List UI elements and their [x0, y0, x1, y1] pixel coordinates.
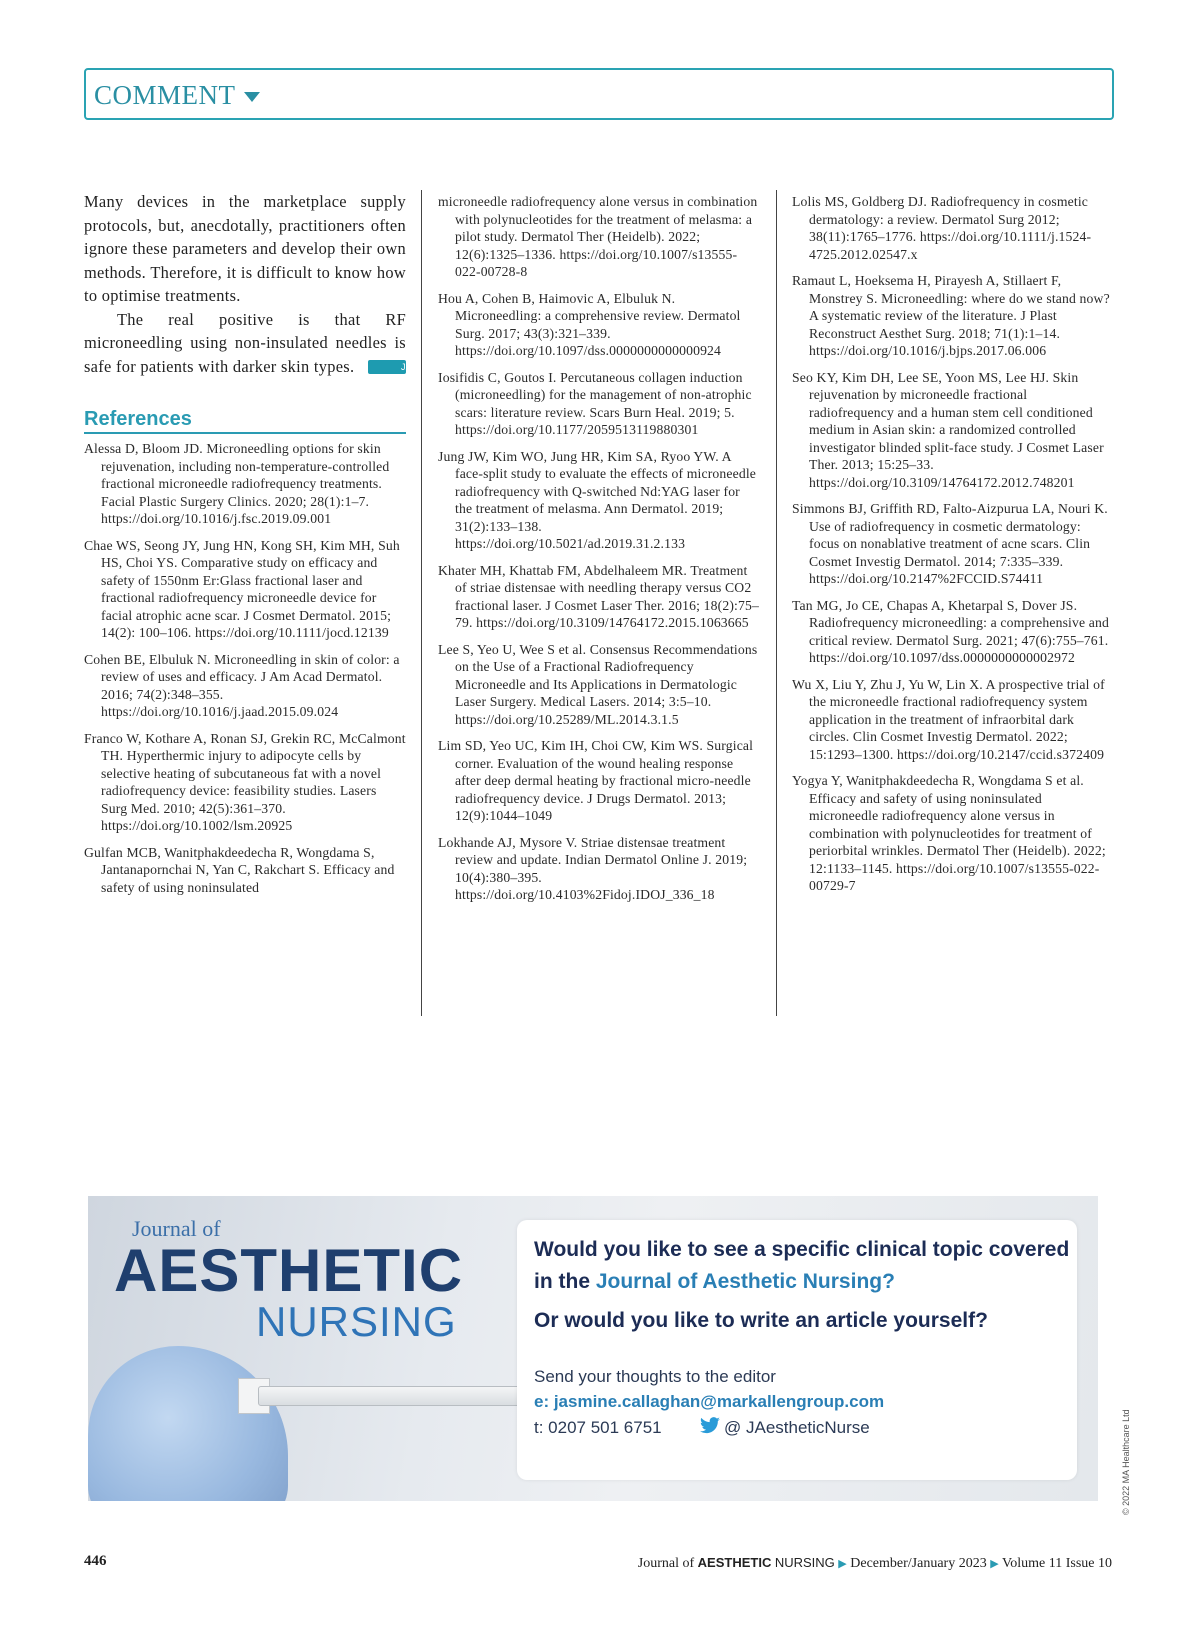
reference-item: Hou A, Cohen B, Haimovic A, Elbuluk N. Microneedling: a comprehensive review. Dermatol Surg. 2017; 43(3):321–339. https://doi.org/10.1097/dss.0000000000000924	[438, 290, 741, 358]
reference-item: Cohen BE, Elbuluk N. Microneedling in skin of color: a review of uses and efficacy. J Am Acad Dermatol. 2016; 74(2):348–355. https://doi.org/10.1016/j.jaad.2015.09.024	[84, 651, 400, 719]
reference-item: Jung JW, Kim WO, Jung HR, Kim SA, Ryoo YW. A face-split study to evaluate the effects of microneedle radiofrequency with Q-switched Nd:YAG laser for the treatment of melasma. Ann Dermatol. 2019; 31(2):133–138. https://doi.org/10.5021/ad.2019.31.2.133	[438, 448, 757, 551]
gloved-hand-image	[88, 1346, 288, 1501]
triangle-right-icon: ▶	[990, 1558, 999, 1570]
reference-item: Simmons BJ, Griffith RD, Falto-Aizpurua LA, Nouri K. Use of radiofrequency in cosmetic dermatology: focus on nonablative treatment of acne scars. Clin Cosmet Investig Dermatol. 2014; 7:335–339. https://doi.org/10.2147%2FCCID.S74411	[792, 501, 1108, 586]
references-heading: References	[84, 408, 406, 434]
column-2	[438, 193, 760, 913]
reference-item: Wu X, Liu Y, Zhu J, Yu W, Lin X. A prospective trial of the microneedle fractional radiofrequency system application in the treatment of infraorbital dark circles. Clin Cosmet Investig Dermatol. 2022; 15:1293–1300. https://doi.org/10.2147/ccid.s372409	[792, 676, 1105, 762]
reference-item: Chae WS, Seong JY, Jung HN, Kong SH, Kim MH, Suh HS, Choi YS. Comparative study on efficacy and safety of 1550nm Er:Glass fractional laser and fractional radiofrequency microneedle device for facial atrophic acne scar. J Cosmet Dermatol. 2015; 14(2): 100–106. https://doi.org/10.1111/jocd.12139	[84, 537, 400, 640]
copyright-notice: © 2022 MA Healthcare Ltd	[1121, 1409, 1131, 1515]
ad-question-2: Or would you like to write an article yourself?	[534, 1309, 988, 1332]
twitter-icon	[699, 1417, 721, 1435]
ad-twitter-handle[interactable]: @ JAestheticNurse	[724, 1418, 870, 1437]
running-footer	[638, 1555, 1112, 1572]
page-number: 446	[84, 1553, 107, 1569]
section-title	[94, 80, 260, 111]
reference-item: Yogya Y, Wanitphakdeedecha R, Wongdama S et al. Efficacy and safety of using noninsulated microneedle radiofrequency alone versus in combination with polynucleotides for treatment of periorbital wrinkles. Dermatol Ther (Heidelb). 2022; 12:1133–1145. https://doi.org/10.1007/s13555-022-00729-7	[792, 773, 1106, 893]
reference-item: Lokhande AJ, Mysore V. Striae distensae treatment review and update. Indian Dermatol Online J. 2019; 10(4):380–395. https://doi.org/10.4103%2Fidoj.IDOJ_336_18	[438, 834, 748, 902]
reference-item: Tan MG, Jo CE, Chapas A, Khetarpal S, Dover JS. Radiofrequency microneedling: a comprehensive and critical review. Dermatol Surg. 2021; 47(6):755–761. https://doi.org/10.1097/dss.0000000000002972	[792, 597, 1110, 665]
ad-phone: t: 0207 501 6751	[534, 1418, 662, 1437]
ad-question-1	[534, 1234, 1079, 1298]
ad-question-1-highlight: Journal of Aesthetic Nursing?	[595, 1270, 895, 1293]
triangle-right-icon: ▶	[838, 1558, 847, 1570]
reference-item: Khater MH, Khattab FM, Abdelhaleem MR. Treatment of striae distensae with needling therapy versus CO2 fractional laser. J Cosmet Laser Ther. 2016; 18(2):75–79. https://doi.org/10.3109/14764172.2015.1063665	[438, 562, 759, 630]
ad-send-text: Send your thoughts to the editor	[534, 1367, 776, 1386]
footer-journal-nursing: NURSING	[774, 1555, 835, 1570]
column-3	[792, 193, 1114, 904]
reference-item: Seo KY, Kim DH, Lee SE, Yoon MS, Lee HJ. Skin rejuvenation by microneedle fractional radiofrequency and a human stem cell conditioned medium in Asian skin: a randomized controlled investigator blinded split-face study. J Cosmet Laser Ther. 2013; 15:25–33. https://doi.org/10.3109/14764172.2012.748201	[792, 369, 1104, 490]
end-of-article-logo: JAN	[368, 360, 406, 374]
ad-logo-nursing: NURSING	[256, 1298, 457, 1345]
footer-journal-prefix: Journal of	[637, 1556, 695, 1571]
reference-item: Franco W, Kothare A, Ronan SJ, Grekin RC, McCalmont TH. Hyperthermic injury to adipocyte cells by selective heating of subcutaneous fat with a novel radiofrequency device: feasibility studies. Lasers Surg Med. 2010; 42(5):361–370. https://doi.org/10.1002/lsm.20925	[84, 730, 406, 833]
reference-item: Ramaut L, Hoeksema H, Pirayesh A, Stillaert F, Monstrey S. Microneedling: where do we stand now? A systematic review of the literature. J Plast Reconstruct Aesthet Surg. 2018; 71(1):1–14. https://doi.org/10.1016/j.bjps.2017.06.006	[792, 273, 1110, 358]
reference-item: Lee S, Yeo U, Wee S et al. Consensus Recommendations on the Use of a Fractional Radiofrequency Microneedle and Its Applications in Dermatologic Laser Surgery. Medical Lasers. 2014; 3:5–10. https://doi.org/10.25289/ML.2014.3.1.5	[438, 641, 758, 727]
column-1	[84, 190, 419, 905]
body-paragraph-text: The real positive is that RF microneedling using non-insulated needles is safe for patients with darker skin types.	[84, 309, 406, 376]
reference-item: Lolis MS, Goldberg DJ. Radiofrequency in cosmetic dermatology: a review. Dermatol Surg 2012; 38(11):1765–1776. https://doi.org/10.1111/j.1524-4725.2012.02547.x	[792, 194, 1092, 262]
footer-issue-date: December/January 2023	[850, 1556, 987, 1571]
body-paragraph: Many devices in the marketplace supply protocols, but, anecdotally, practitioners often ignore these parameters and develop their own methods. Therefore, it is difficult to know how to optimise treatments.	[84, 192, 406, 305]
reference-item: Alessa D, Bloom JD. Microneedling options for skin rejuvenation, including non-temperature-controlled fractional microneedle radiofrequency treatments. Facial Plastic Surgery Clinics. 2020; 28(1):1–7. https://doi.org/10.1016/j.fsc.2019.09.001	[84, 441, 390, 526]
footer-journal-aesthetic: AESTHETIC	[697, 1555, 772, 1570]
triangle-down-icon	[244, 92, 260, 102]
footer-volume: Volume 11 Issue 10	[1001, 1556, 1112, 1571]
body-paragraph	[84, 308, 419, 379]
section-title-text: COMMENT	[94, 80, 236, 110]
ad-email-link[interactable]: e: jasmine.callaghan@markallengroup.com	[534, 1392, 885, 1411]
reference-item: Iosifidis C, Goutos I. Percutaneous collagen induction (microneedling) for the management of non-atrophic scars: literature review. Scars Burn Heal. 2019; 5. https://doi.org/10.1177/2059513119880301	[438, 369, 752, 437]
column-divider	[776, 190, 777, 1016]
reference-list	[84, 440, 406, 896]
ad-logo-aesthetic: AESTHETIC	[114, 1237, 464, 1304]
ad-journal-of: Journal of	[132, 1216, 221, 1241]
ad-question-1-text: Would you like to see a specific clinical topic covered in the	[534, 1238, 1070, 1293]
reference-item: Gulfan MCB, Wanitphakdeedecha R, Wongdama S, Jantanapornchai N, Yan C, Rakchart S. Efficacy and safety of using noninsulated	[84, 844, 395, 895]
reference-list	[438, 193, 760, 904]
column-divider	[421, 190, 422, 1016]
reference-item: Lim SD, Yeo UC, Kim IH, Choi CW, Kim WS. Surgical corner. Evaluation of the wound healing response after deep dermal heating by fractional micro-needle radiofrequency device. J Drugs Dermatol. 2013; 12(9):1044–1049	[438, 738, 754, 823]
reference-list	[792, 193, 1114, 895]
syringe-image	[258, 1386, 560, 1406]
reference-item: microneedle radiofrequency alone versus in combination with polynucleotides for the treatment of melasma: a pilot study. Dermatol Ther (Heidelb). 2022; 12(6):1325–1336. https://doi.org/10.1007/s13555-022-00728-8	[438, 194, 758, 279]
